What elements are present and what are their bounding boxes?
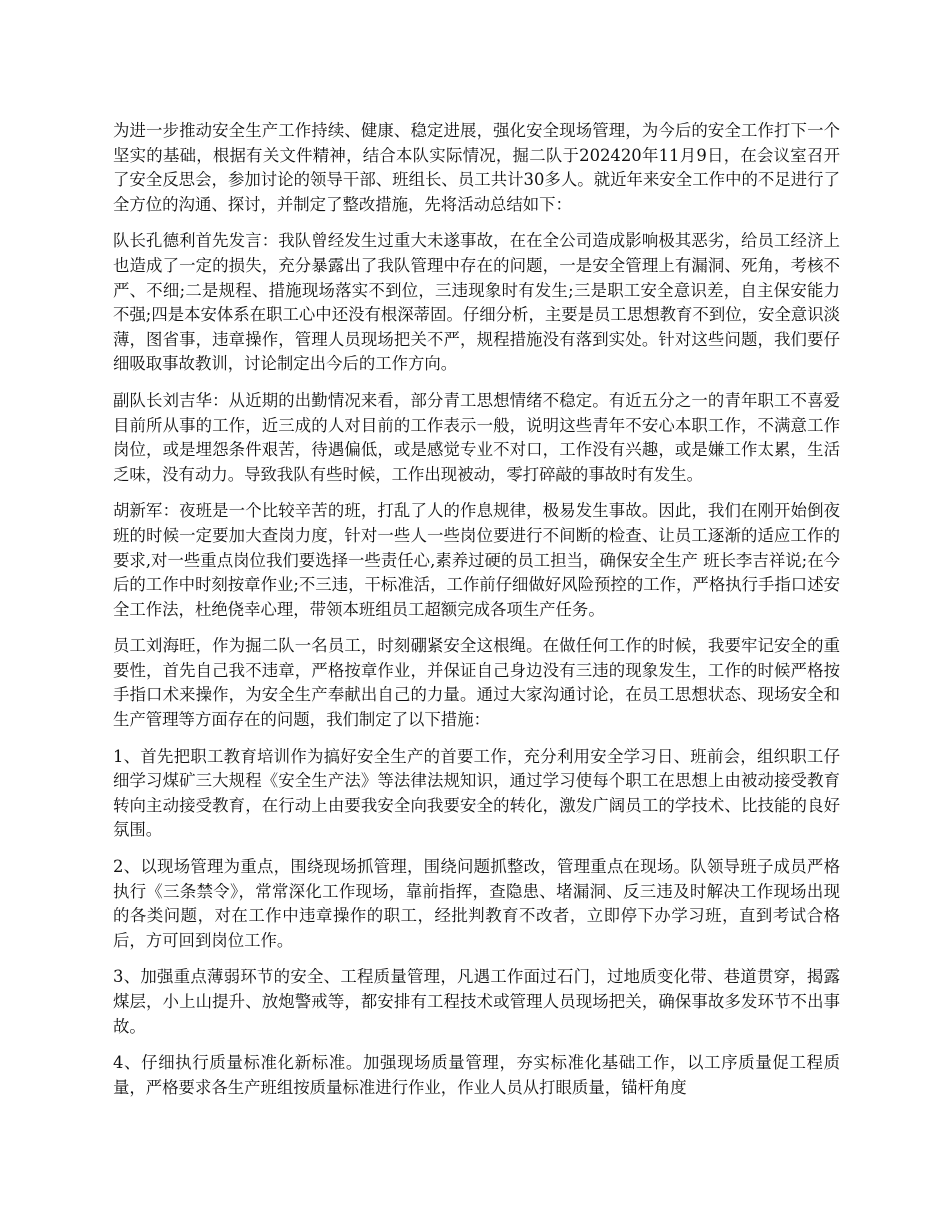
paragraph-employee-speech: 员工刘海旺，作为掘二队一名员工，时刻硼紧安全这根绳。在做任何工作的时候，我要牢记安全的重要性，首先自己我不违章，严格按章作业，并保证自己身边没有三违的现象发生，工作的时候严格按手指口术来操作，为安全生产奉献出自己的力量。通过大家沟通讨论，在员工思想状态、现场安全和生产管理等方面存在的问题，我们制定了以下措施： xyxy=(113,636,840,730)
paragraph-measure-4: 4、仔细执行质量标准化新标准。加强现场质量管理，夯实标准化基础工作，以工序质量促工程质量，严格要求各生产班组按质量标准进行作业，作业人员从打眼质量，锚杆角度 xyxy=(113,1053,840,1097)
paragraph-intro: 为进一步推动安全生产工作持续、健康、稳定进展，强化安全现场管理，为今后的安全工作打下一个坚实的基础，根据有关文件精神，结合本队实际情况，掘二队于202420年11月9日，在会议室召开了安全反思会，参加讨论的领导干部、班组长、员工共计30多人。就近年来安全工作中的不足进行了全方位的沟通、探讨，并制定了整改措施，先将活动总结如下： xyxy=(113,121,840,214)
paragraph-measure-2: 2、以现场管理为重点，围绕现场抓管理，围绕问题抓整改，管理重点在现场。队领导班子成员严格执行《三条禁令》，常常深化工作现场，靠前指挥，查隐患、堵漏洞、反三违及时解决工作现场出现的各类问题，对在工作中违章操作的职工，经批判教育不改者，立即停下办学习班，直到考试合格后，方可回到岗位工作。 xyxy=(113,857,840,950)
document-body xyxy=(113,119,840,1112)
paragraph-hu-xinjun-speech: 胡新军：夜班是一个比较辛苦的班，打乱了人的作息规律，极易发生事故。因此，我们在刚开始倒夜班的时候一定要加大查岗力度，针对一些人一些岗位要进行不间断的检查、让员工逐渐的适应工作的要求,对一些重点岗位我们要选择一些责任心,素养过硬的员工担当，确保安全生产 班长李吉祥说;在今后的工作中时刻按章作业;不三违，干标准活，工作前仔细做好风险预控的工作，严格执行手指口述安全工作法，杜绝侥幸心理，带领本班组员工超额完成各项生产任务。 xyxy=(113,501,840,619)
paragraph-vice-captain-speech: 副队长刘吉华：从近期的出勤情况来看，部分青工思想情绪不稳定。有近五分之一的青年职工不喜爱目前所从事的工作，近三成的人对目前的工作表示一般，说明这些青年不安心本职工作，不满意工作岗位，或是埋怨条件艰苦，待遇偏低，或是感觉专业不对口，工作没有兴趣，或是嫌工作太累，生活乏味，没有动力。导致我队有些时候，工作出现被动，零打碎敲的事故时有发生。 xyxy=(113,390,840,484)
paragraph-measure-3: 3、加强重点薄弱环节的安全、工程质量管理，凡遇工作面过石门，过地质变化带、巷道贯穿，揭露煤层，小上山提升、放炮警戒等，都安排有工程技术或管理人员现场把关，确保事故多发环节不出事故。 xyxy=(113,967,840,1036)
paragraph-measure-1: 1、首先把职工教育培训作为搞好安全生产的首要工作，充分利用安全学习日、班前会，组织职工仔细学习煤矿三大规程《安全生产法》等法律法规知识，通过学习使每个职工在思想上由被动接受教育转向主动接受教育，在行动上由要我安全向我要安全的转化，激发广阔员工的学技术、比技能的良好氛围。 xyxy=(113,746,840,840)
paragraph-captain-speech: 队长孔德利首先发言：我队曾经发生过重大未遂事故，在在全公司造成影响极其恶劣，给员工经济上也造成了一定的损失，充分暴露出了我队管理中存在的问题，一是安全管理上有漏洞、死角，考核不严、不细;二是规程、措施现场落实不到位，三违现象时有发生;三是职工安全意识差，自主保安能力不强;四是本安体系在职工心中还没有根深蒂固。仔细分析，主要是员工思想教育不到位，安全意识淡薄，图省事，违章操作，管理人员现场把关不严，规程措施没有落到实处。针对这些问题，我们要仔细吸取事故教训，讨论制定出今后的工作方向。 xyxy=(113,231,840,374)
